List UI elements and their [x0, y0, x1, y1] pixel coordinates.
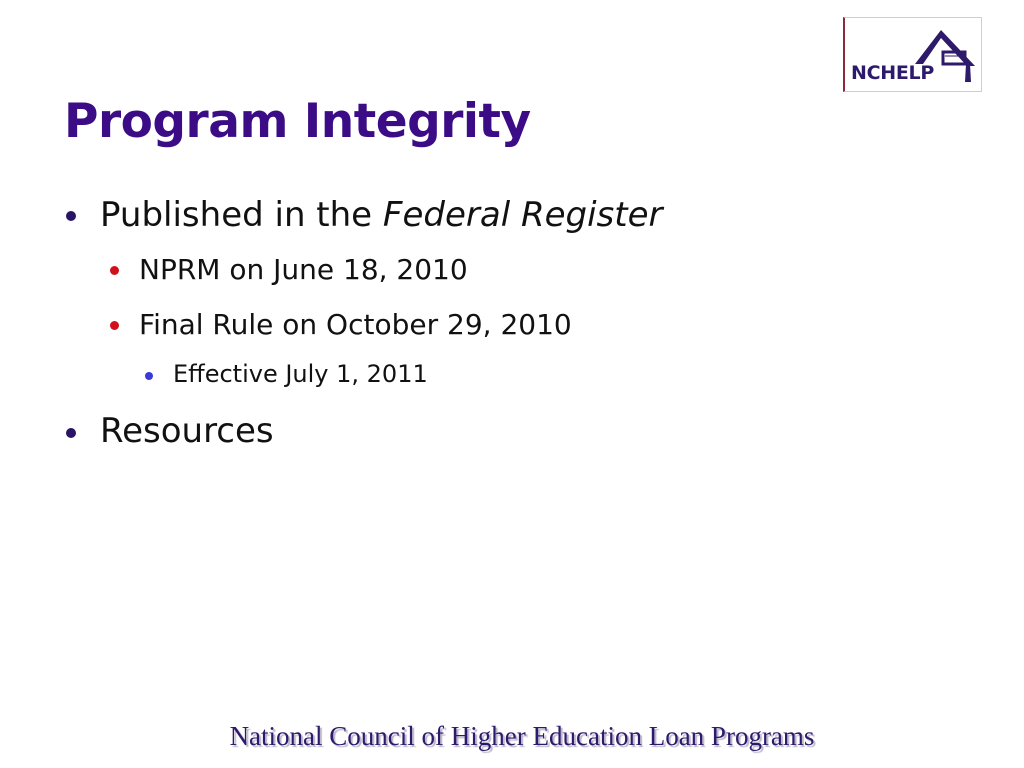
bullet-dot-icon	[66, 428, 76, 438]
logo-text: NCHELP	[851, 62, 934, 84]
federal-register-text: Federal Register	[382, 195, 663, 235]
bullet-dot-icon	[66, 211, 76, 221]
bullet-dot-icon	[145, 372, 153, 380]
footer-organization: National Council of Higher Education Loan Programs	[229, 721, 815, 751]
bullet-effective: Effective July 1, 2011	[173, 360, 428, 388]
bullet-resources: Resources	[100, 411, 274, 451]
bullet-dot-icon	[110, 321, 119, 330]
bullet-published	[100, 195, 662, 235]
slide-title: Program Integrity	[64, 94, 531, 149]
bullet-final-rule: Final Rule on October 29, 2010	[139, 308, 572, 341]
bullet-dot-icon	[110, 266, 119, 275]
bullet-nprm: NPRM on June 18, 2010	[139, 253, 468, 286]
bullet-published-text: Published in the	[100, 195, 383, 235]
nchelp-logo	[843, 17, 982, 92]
